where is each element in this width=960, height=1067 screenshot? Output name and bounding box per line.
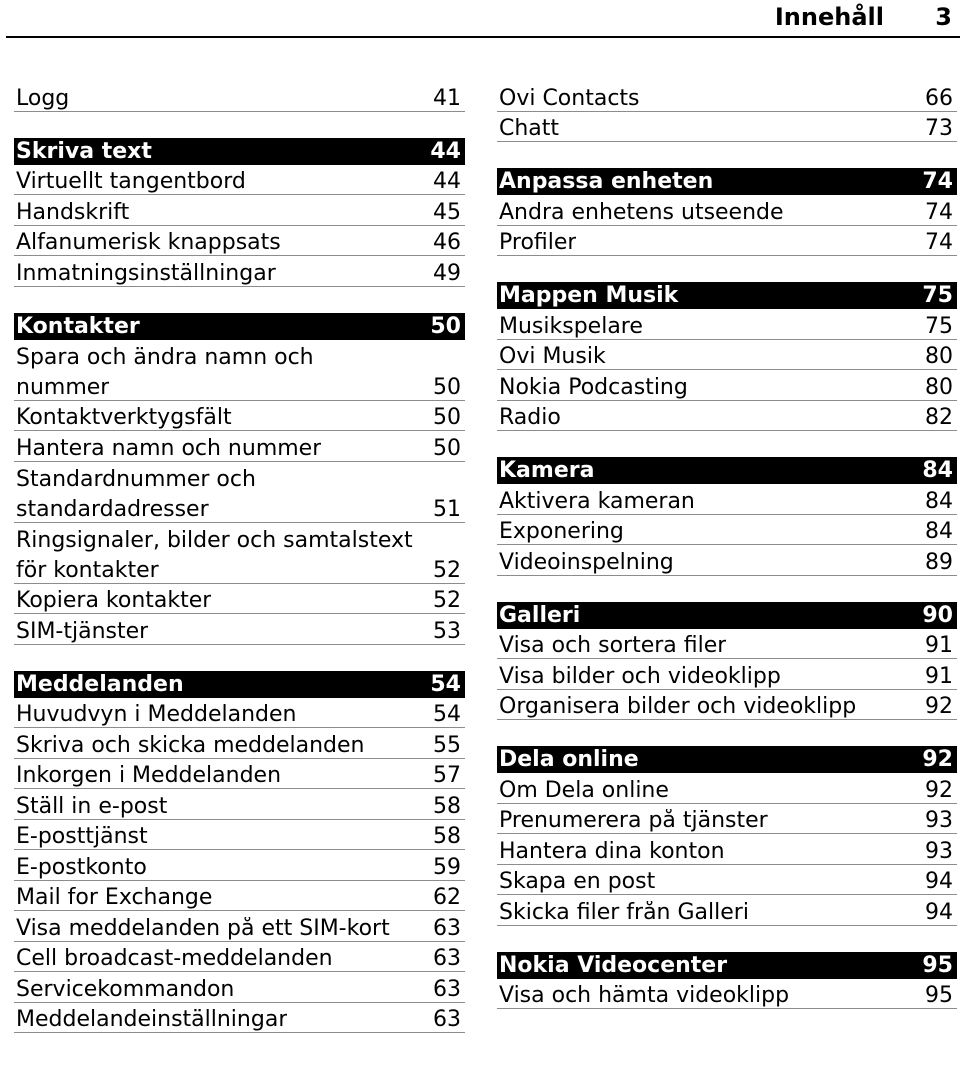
- toc-section-heading[interactable]: [497, 282, 957, 309]
- entry-title: Radio: [499, 406, 561, 430]
- section-title: Anpassa enheten: [499, 169, 714, 194]
- entry-title: Ställ in e-post: [16, 794, 168, 819]
- toc-entry[interactable]: [497, 195, 957, 226]
- entry-title: Ändra enhetens utseende: [499, 200, 784, 225]
- entry-title: Om Dela online: [499, 778, 669, 803]
- toc-entry[interactable]: [14, 789, 465, 820]
- entry-title: Hantera namn och nummer: [16, 436, 322, 461]
- toc-section-heading[interactable]: [497, 168, 957, 195]
- page-ref: 92: [925, 777, 953, 803]
- entry-title: Huvudvyn i Meddelanden: [16, 703, 297, 727]
- toc-entry[interactable]: [497, 515, 957, 546]
- entry-title: standardadresser: [16, 497, 209, 522]
- toc-entry[interactable]: [497, 309, 957, 340]
- page-ref: 74: [922, 169, 953, 194]
- page-ref: 51: [433, 496, 461, 522]
- entry-title: Visa meddelanden på ett SIM-kort: [16, 916, 390, 941]
- page-ref: 44: [433, 169, 461, 194]
- toc-entry[interactable]: [497, 370, 957, 401]
- entry-title: E-postkonto: [16, 855, 147, 880]
- entry-title: Handskrift: [16, 200, 130, 225]
- page-ref: 50: [433, 435, 461, 461]
- toc-section-heading[interactable]: [497, 746, 957, 773]
- entry-title: Ovi Musik: [499, 345, 606, 369]
- page-ref: 63: [433, 976, 461, 1002]
- page-ref: 80: [925, 374, 953, 400]
- entry-title: Prenumerera på tjänster: [499, 809, 768, 833]
- page-ref: 89: [925, 549, 953, 575]
- entry-title: Visa och hämta videoklipp: [499, 984, 790, 1008]
- page-ref: 91: [925, 663, 953, 689]
- toc-section-heading[interactable]: [14, 313, 465, 340]
- section-title: Nokia Videocenter: [499, 952, 728, 978]
- toc-entry[interactable]: [14, 584, 465, 615]
- page-ref: 59: [433, 854, 461, 880]
- page-ref: 93: [925, 808, 953, 833]
- toc-entry[interactable]: [14, 195, 465, 226]
- entry-title: Mail for Exchange: [16, 886, 213, 910]
- page-ref: 58: [433, 793, 461, 819]
- page-ref: 52: [433, 557, 461, 583]
- section-title: Kamera: [499, 458, 595, 483]
- entry-title: Skapa en post: [499, 870, 656, 894]
- entry-title: Cell broadcast-meddelanden: [16, 947, 333, 971]
- page-title: Innehåll: [774, 3, 884, 31]
- page-ref: 92: [925, 694, 953, 719]
- page-ref: 84: [925, 488, 953, 514]
- entry-title: Spara och ändra namn och: [16, 346, 314, 370]
- page-ref: 63: [433, 1007, 461, 1032]
- toc-entry[interactable]: [497, 979, 957, 1010]
- entry-title: Inkorgen i Meddelanden: [16, 764, 282, 788]
- toc-entry[interactable]: [14, 850, 465, 881]
- page-ref: 74: [925, 230, 953, 255]
- toc-entry[interactable]: [14, 523, 465, 554]
- entry-title: Visa bilder och videoklipp: [499, 664, 781, 689]
- page-ref: 90: [922, 602, 953, 628]
- page-ref: 95: [925, 983, 953, 1008]
- page-ref: 84: [925, 519, 953, 544]
- toc-entry[interactable]: [497, 81, 957, 112]
- toc-entry[interactable]: [497, 659, 957, 690]
- toc-entry[interactable]: [14, 226, 465, 257]
- toc-entry[interactable]: [497, 545, 957, 576]
- page-ref: 50: [433, 374, 461, 400]
- page-ref: 54: [433, 702, 461, 727]
- toc-entry[interactable]: [14, 81, 465, 112]
- entry-title: Skriva och skicka meddelanden: [16, 733, 365, 758]
- entry-title: Logg: [16, 86, 70, 111]
- page-ref: 84: [922, 458, 953, 483]
- page-number: 3: [935, 3, 952, 31]
- toc-right-column: [497, 81, 957, 1009]
- toc-entry[interactable]: [14, 942, 465, 973]
- toc-entry[interactable]: [497, 865, 957, 896]
- page-ref: 50: [433, 405, 461, 430]
- entry-title: Skicka filer från Galleri: [499, 900, 749, 925]
- section-title: Dela online: [499, 747, 639, 772]
- toc-entry[interactable]: [14, 972, 465, 1003]
- page-header: [6, 0, 960, 38]
- toc-entry[interactable]: [14, 462, 465, 493]
- toc-entry[interactable]: [14, 340, 465, 371]
- page-ref: 58: [433, 824, 461, 849]
- entry-title: nummer: [16, 375, 110, 400]
- toc-entry[interactable]: [14, 614, 465, 645]
- page-ref: 80: [925, 344, 953, 369]
- toc-entry[interactable]: [497, 895, 957, 926]
- page-ref: 93: [925, 838, 953, 864]
- entry-title: Aktivera kameran: [499, 489, 695, 514]
- toc-entry[interactable]: [497, 340, 957, 371]
- entry-title: Inmatningsinställningar: [16, 261, 276, 286]
- page-ref: 92: [922, 747, 953, 772]
- toc-entry[interactable]: [14, 759, 465, 790]
- page-ref: 45: [433, 199, 461, 225]
- entry-title: Profiler: [499, 231, 577, 255]
- entry-title: Meddelandeinställningar: [16, 1008, 288, 1032]
- entry-title: Kopiera kontakter: [16, 589, 212, 613]
- toc-left-column: [14, 81, 465, 1033]
- toc-entry[interactable]: [14, 1003, 465, 1034]
- toc-section-heading[interactable]: [14, 138, 465, 165]
- page-ref: 63: [433, 915, 461, 941]
- toc-entry[interactable]: [14, 881, 465, 912]
- page-ref: 75: [925, 313, 953, 339]
- entry-title: Organisera bilder och videoklipp: [499, 695, 857, 719]
- page-ref: 75: [922, 283, 953, 308]
- section-title: Kontakter: [16, 313, 140, 339]
- toc-entry[interactable]: [14, 820, 465, 851]
- entry-title: Ovi Contacts: [499, 86, 640, 111]
- page-ref: 52: [433, 588, 461, 613]
- toc-entry[interactable]: [497, 804, 957, 835]
- toc-entry[interactable]: [497, 690, 957, 721]
- page-ref: 82: [925, 405, 953, 430]
- entry-title: Kontaktverktygsfält: [16, 406, 232, 430]
- toc-entry[interactable]: [14, 728, 465, 759]
- page-ref: 50: [430, 313, 461, 339]
- entry-title: Nokia Podcasting: [499, 375, 688, 400]
- page-ref: 49: [433, 260, 461, 286]
- toc-entry[interactable]: [497, 484, 957, 515]
- entry-title: Hantera dina konton: [499, 839, 725, 864]
- entry-title: Videoinspelning: [499, 550, 674, 575]
- toc-entry[interactable]: [497, 773, 957, 804]
- toc-section-heading[interactable]: [497, 602, 957, 629]
- toc-entry[interactable]: [14, 401, 465, 432]
- entry-title: Ringsignaler, bilder och samtalstext: [16, 529, 413, 553]
- page-ref: 55: [433, 732, 461, 758]
- toc-entry[interactable]: [497, 226, 957, 257]
- entry-title: Chatt: [499, 117, 560, 141]
- entry-title: Servicekommandon: [16, 977, 235, 1002]
- section-title: Meddelanden: [16, 671, 184, 697]
- page-ref: 91: [925, 633, 953, 658]
- page-ref: 63: [433, 946, 461, 971]
- entry-title: SIM-tjänster: [16, 619, 149, 644]
- page-ref: 66: [925, 85, 953, 111]
- toc-entry[interactable]: [497, 112, 957, 143]
- page-ref: 54: [430, 671, 461, 697]
- page-ref: 57: [433, 763, 461, 788]
- toc-entry[interactable]: [497, 629, 957, 660]
- entry-title: Virtuellt tangentbord: [16, 170, 246, 194]
- page-ref: 73: [925, 116, 953, 141]
- toc-section-heading[interactable]: [497, 457, 957, 484]
- page-ref: 95: [922, 952, 953, 978]
- page-ref: 74: [925, 199, 953, 225]
- toc-section-heading[interactable]: [14, 671, 465, 698]
- entry-title: Exponering: [499, 520, 624, 544]
- page-ref: 62: [433, 885, 461, 910]
- toc-entry[interactable]: [14, 492, 465, 523]
- page-ref: 41: [433, 85, 461, 111]
- toc-section-heading[interactable]: [497, 952, 957, 979]
- page-ref: 44: [430, 138, 461, 164]
- section-title: Skriva text: [16, 138, 152, 164]
- entry-title: Visa och sortera filer: [499, 634, 727, 658]
- entry-title: Alfanumerisk knappsats: [16, 231, 281, 255]
- toc-entry[interactable]: [14, 698, 465, 729]
- page-ref: 46: [433, 230, 461, 255]
- toc-entry[interactable]: [14, 165, 465, 196]
- toc-entry[interactable]: [14, 256, 465, 287]
- section-title: Mappen Musik: [499, 283, 679, 308]
- toc-entry[interactable]: [14, 370, 465, 401]
- toc-entry[interactable]: [14, 553, 465, 584]
- entry-title: för kontakter: [16, 558, 159, 583]
- section-title: Galleri: [499, 602, 581, 628]
- entry-title: E-posttjänst: [16, 825, 148, 849]
- toc-entry[interactable]: [497, 834, 957, 865]
- page-ref: 94: [925, 869, 953, 894]
- toc-entry[interactable]: [14, 431, 465, 462]
- page-ref: 53: [433, 618, 461, 644]
- toc-entry[interactable]: [14, 911, 465, 942]
- page-ref: 94: [925, 899, 953, 925]
- entry-title: Musikspelare: [499, 314, 643, 339]
- entry-title: Standardnummer och: [16, 468, 256, 492]
- toc-entry[interactable]: [497, 401, 957, 432]
